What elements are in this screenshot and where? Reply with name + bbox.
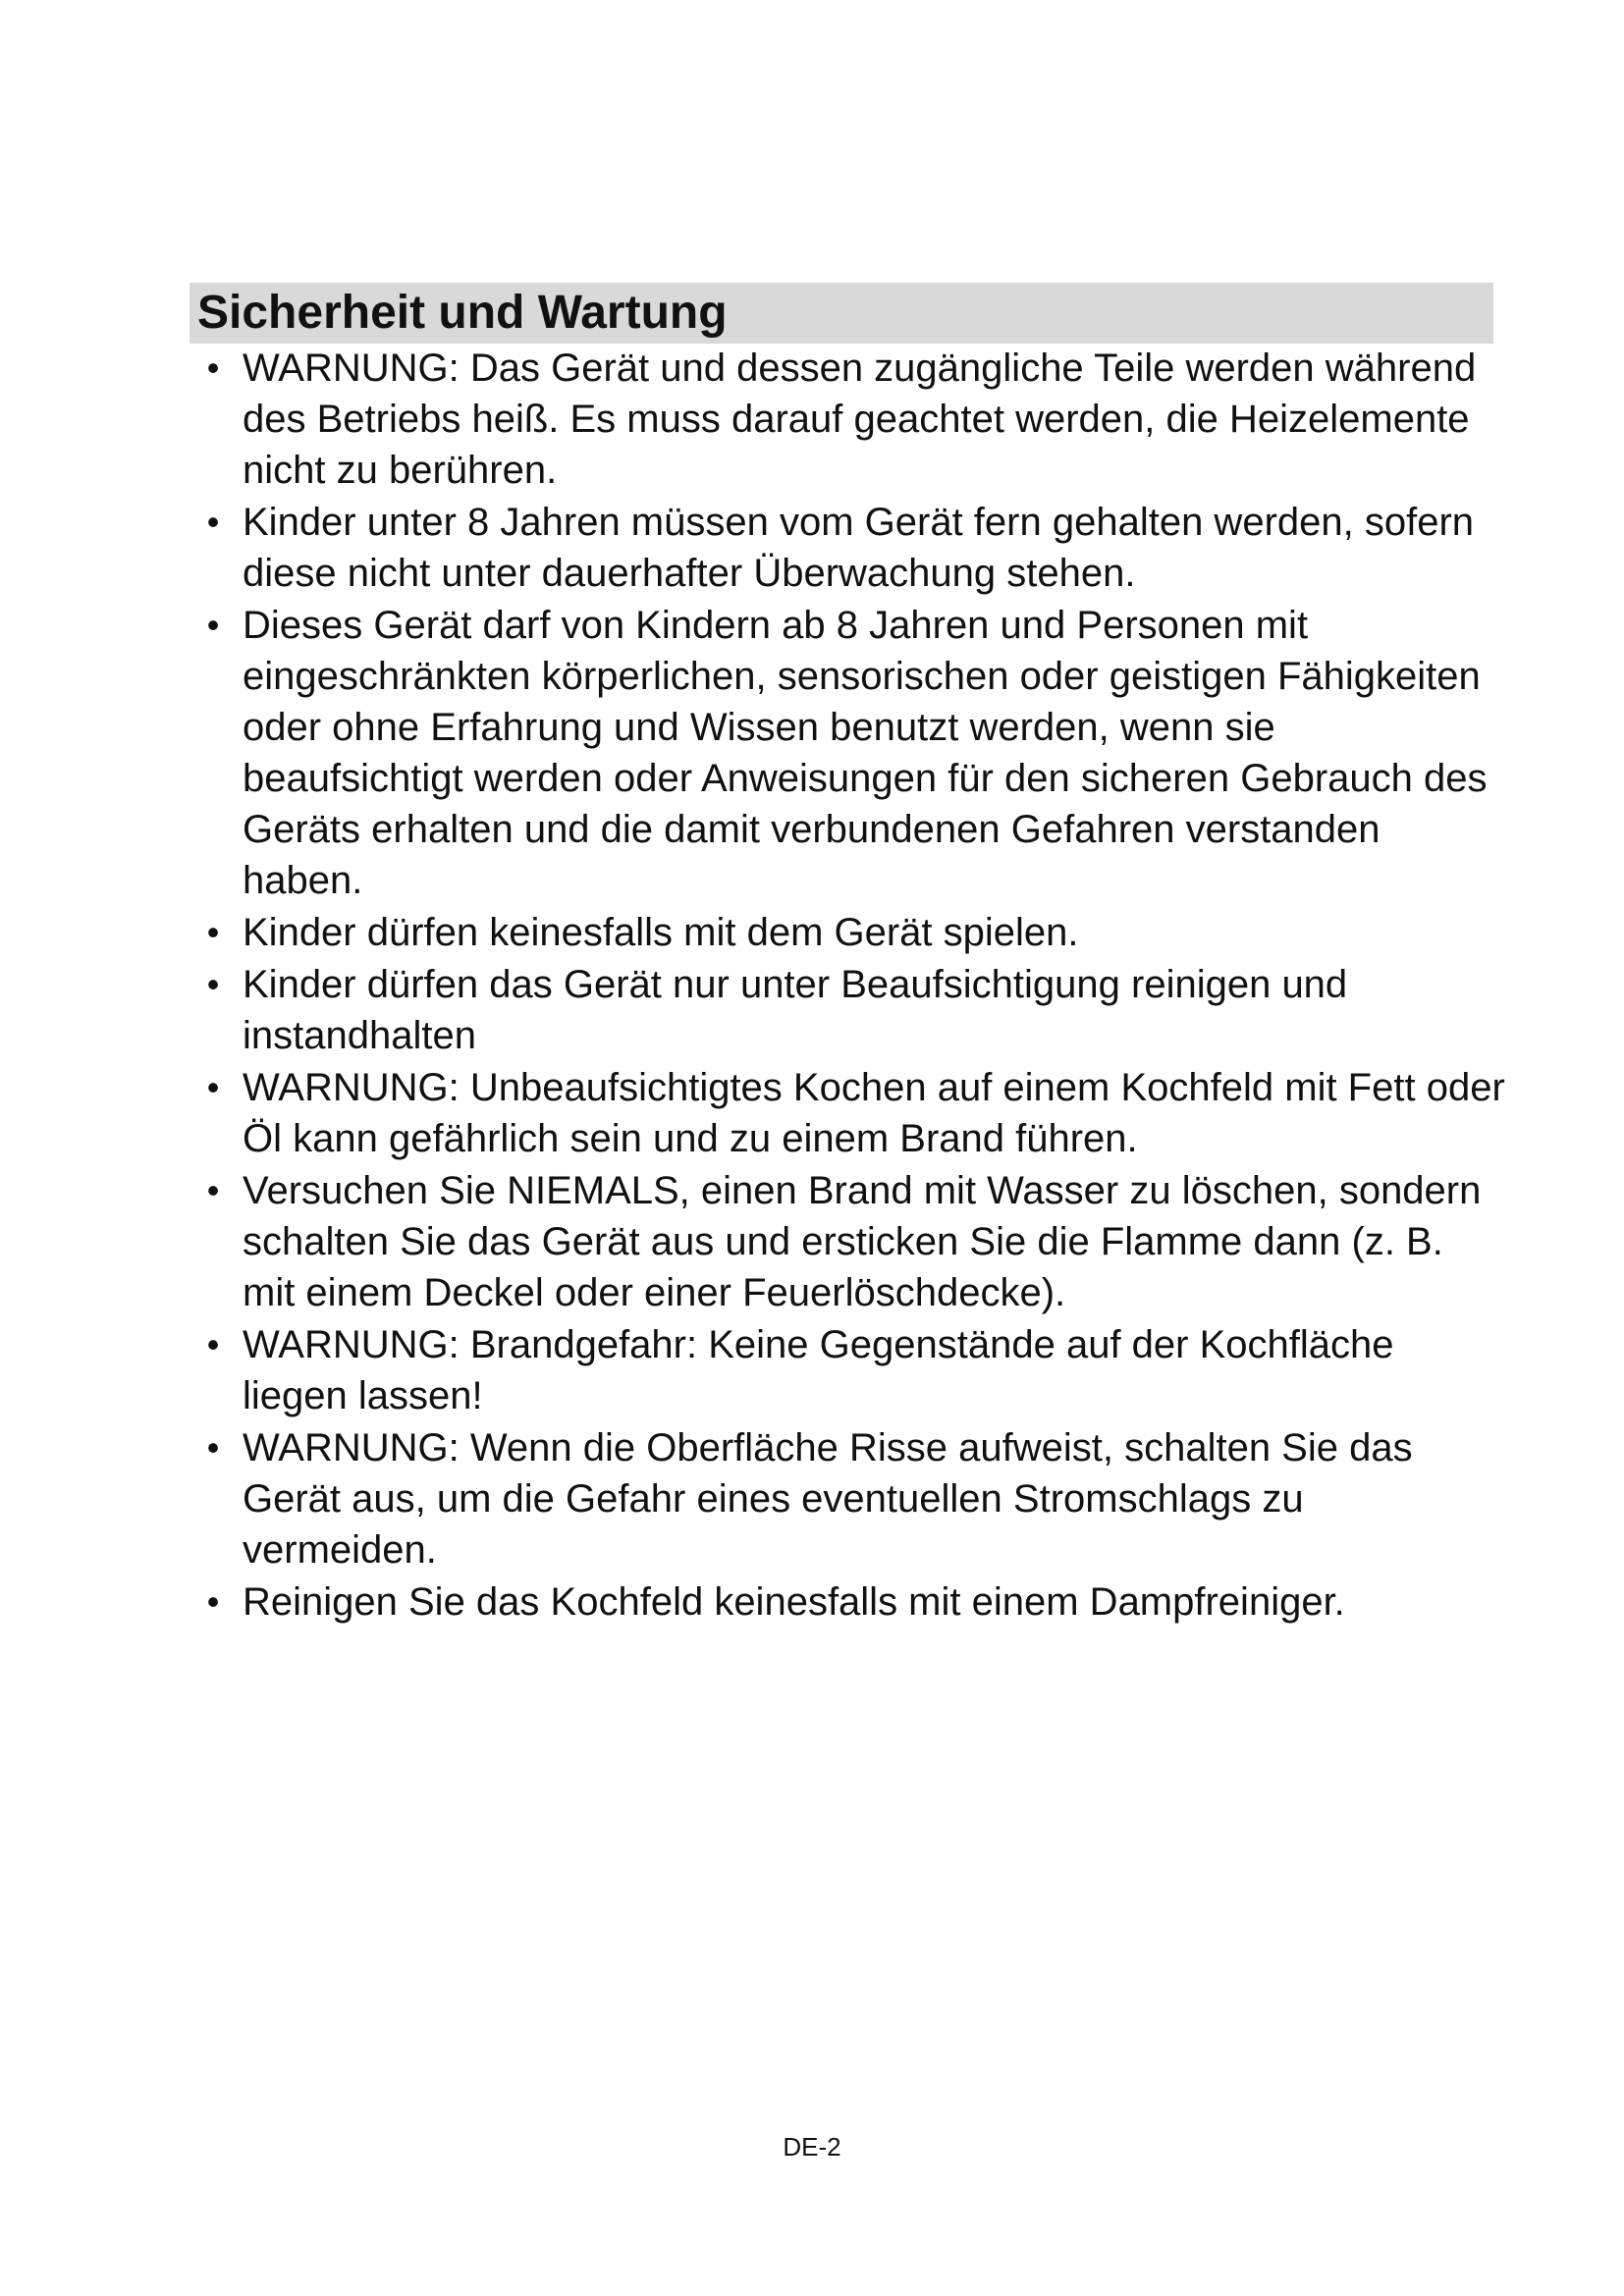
list-item-supervised-use: [189, 600, 1505, 906]
bullet-icon: •: [206, 964, 220, 1004]
list-item-text: Kinder unter 8 Jahren müssen vom Gerät fern gehalten werden, sofern diese nicht unter dauerhafter Überwachung stehen.: [243, 501, 1475, 595]
list-item-text: Kinder dürfen keinesfalls mit dem Gerät spielen.: [243, 911, 1079, 954]
list-item-text: Dieses Gerät darf von Kindern ab 8 Jahren und Personen mit eingeschränkten körperlichen, sensorischen oder geistigen Fähigkeiten oder ohne Erfahrung und Wissen benutzt werden, wenn sie beaufsichtigt werden oder Anweisungen für den sicheren Gebrauch des Geräts erhalten und die damit verbundenen Gefahren verstanden haben.: [243, 604, 1488, 902]
list-item-text: Reinigen Sie das Kochfeld keinesfalls mit einem Dampfreiniger.: [243, 1580, 1345, 1624]
bullet-icon: •: [206, 1170, 220, 1210]
list-item-warning-unattended-cooking: [189, 1062, 1505, 1164]
list-item-text: WARNUNG: Das Gerät und dessen zugängliche Teile werden während des Betriebs heiß. Es muss darauf geachtet werden, die Heizelemente nicht zu berühren.: [243, 347, 1477, 492]
safety-bullet-list: [189, 343, 1505, 1629]
list-item-text: WARNUNG: Brandgefahr: Keine Gegenstände auf der Kochfläche liegen lassen!: [243, 1323, 1394, 1417]
list-item-no-water-on-fire: [189, 1165, 1505, 1318]
list-item-text: WARNUNG: Wenn die Oberfläche Risse aufweist, schalten Sie das Gerät aus, um die Gefahr eines eventuellen Stromschlags zu vermeiden.: [243, 1426, 1413, 1572]
list-item-warning-cracked-surface: [189, 1422, 1505, 1575]
list-item-children-under-8: [189, 497, 1505, 599]
list-item-warning-fire-hazard: [189, 1319, 1505, 1421]
list-item-no-playing: [189, 907, 1505, 958]
bullet-icon: •: [206, 1581, 220, 1622]
bullet-icon: •: [206, 502, 220, 542]
list-item-no-steam-cleaner: [189, 1576, 1505, 1628]
bullet-icon: •: [206, 1067, 220, 1107]
list-item-text: WARNUNG: Unbeaufsichtigtes Kochen auf einem Kochfeld mit Fett oder Öl kann gefährlich sein und zu einem Brand führen.: [243, 1066, 1505, 1160]
bullet-icon: •: [206, 1427, 220, 1468]
list-item-text: Kinder dürfen das Gerät nur unter Beaufsichtigung reinigen und instandhalten: [243, 963, 1348, 1057]
list-item-warning-hot-parts: [189, 343, 1505, 496]
page-number: DE-2: [783, 2132, 841, 2162]
bullet-icon: •: [206, 605, 220, 645]
bullet-icon: •: [206, 347, 220, 388]
list-item-cleaning-supervision: [189, 959, 1505, 1061]
section-title: Sicherheit und Wartung: [189, 283, 1493, 344]
bullet-icon: •: [206, 1324, 220, 1364]
list-item-text: Versuchen Sie NIEMALS, einen Brand mit Wasser zu löschen, sondern schalten Sie das Gerät aus und ersticken Sie die Flamme dann (z. B. mit einem Deckel oder einer Feuerlöschdecke).: [243, 1169, 1482, 1314]
bullet-icon: •: [206, 912, 220, 952]
